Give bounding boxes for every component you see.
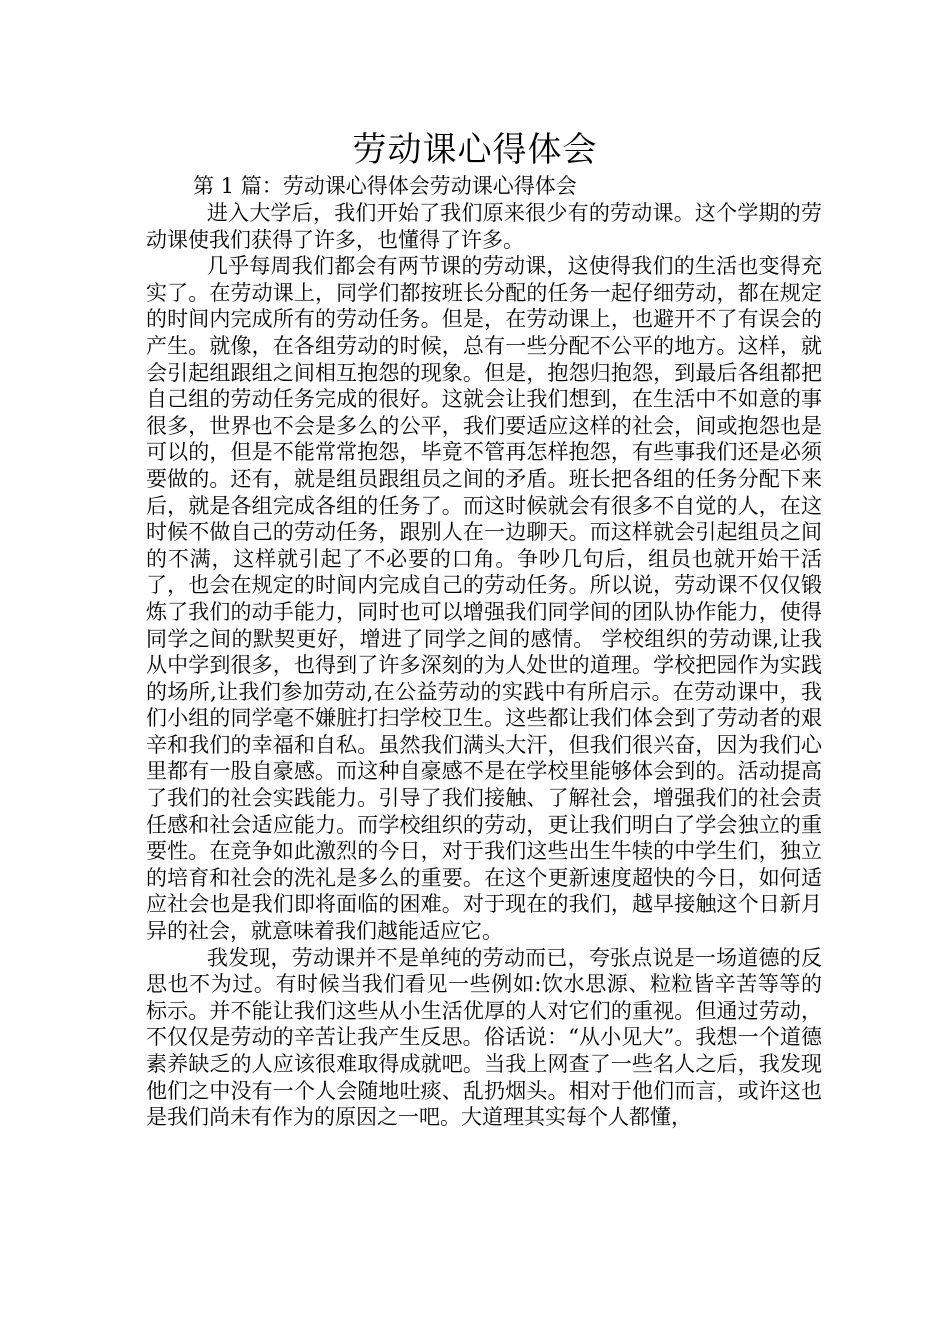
document-body [146,200,822,1131]
paragraph: 几乎每周我们都会有两节课的劳动课，这使得我们的生活也变得充实了。在劳动课上，同学们都按班长分配的任务一起仔细劳动，都在规定的时间内完成所有的劳动任务。但是，在劳动课上，也避开不了有误会的产生。就像，在各组劳动的时候，总有一些分配不公平的地方。这样，就会引起组跟组之间相互抱怨的现象。但是，抱怨归抱怨，到最后各组都把自己组的劳动任务完成的很好。这就会让我们想到，在生活中不如意的事很多，世界也不会是多么的公平，我们要适应这样的社会，间或抱怨也是可以的，但是不能常常抱怨，毕竟不管再怎样抱怨，有些事我们还是必须要做的。还有，就是组员跟组员之间的矛盾。班长把各组的任务分配下来后，就是各组完成各组的任务了。而这时候就会有很多不自觉的人，在这时候不做自己的劳动任务，跟别人在一边聊天。而这样就会引起组员之间的不满，这样就引起了不必要的口角。争吵几句后，组员也就开始干活了，也会在规定的时间内完成自己的劳动任务。所以说，劳动课不仅仅锻炼了我们的动手能力，同时也可以增强我们同学间的团队协作能力，使得同学之间的默契更好，增进了同学之间的感情。 学校组织的劳动课,让我从中学到很多，也得到了许多深刻的为人处世的道理。学校把园作为实践的场所,让我们参加劳动,在公益劳动的实践中有所启示。在劳动课中，我们小组的同学毫不嫌脏打扫学校卫生。这些都让我们体会到了劳动者的艰辛和我们的幸福和自私。虽然我们满头大汗，但我们很兴奋，因为我们心里都有一股自豪感。而这种自豪感不是在学校里能够体会到的。活动提高了我们的社会实践能力。引导了我们接触、了解社会，增强我们的社会责任感和社会适应能力。而学校组织的劳动，更让我们明白了学会独立的重要性。在竞争如此激烈的今日，对于我们这些出生牛犊的中学生们，独立的培育和社会的洗礼是多么的重要。在这个更新速度超快的今日，如何适应社会也是我们即将面临的困难。对于现在的我们，越早接触这个日新月异的社会，就意味着我们越能适应它。 [146,254,822,944]
paragraph: 进入大学后，我们开始了我们原来很少有的劳动课。这个学期的劳动课使我们获得了许多，也懂得了许多。 [146,201,822,252]
document-title: 劳动课心得体会 [352,130,598,170]
section-heading: 第 1 篇：劳动课心得体会劳动课心得体会 [193,174,577,198]
paragraph: 我发现，劳动课并不是单纯的劳动而已，夸张点说是一场道德的反思也不为过。有时候当我们看见一些例如:饮水思源、粒粒皆辛苦等等的标示。并不能让我们这些从小生活优厚的人对它们的重视。但通过劳动，不仅仅是劳动的辛苦让我产生反思。俗话说：“从小见大”。我想一个道德素养缺乏的人应该很难取得成就吧。当我上网查了一些名人之后，我发现他们之中没有一个人会随地吐痰、乱扔烟头。相对于他们而言，或许这也是我们尚未有作为的原因之一吧。大道理其实每个人都懂， [146,945,822,1130]
